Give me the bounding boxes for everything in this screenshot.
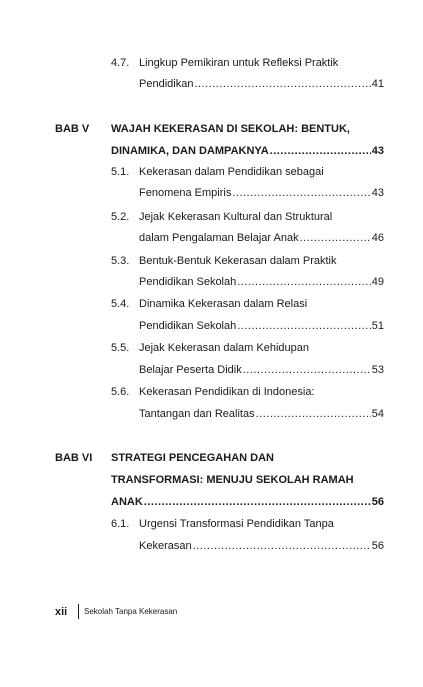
toc-entry-leader-row[interactable]: [139, 539, 384, 553]
toc-entry-leader-row[interactable]: [139, 186, 384, 200]
toc-page-number: 41: [371, 78, 384, 90]
dot-leader: [194, 77, 370, 91]
toc-entry-title-cont: dalam Pengalaman Belajar Anak: [139, 232, 299, 244]
toc-entry-title-cont: Pendidikan: [139, 78, 194, 90]
toc-page-number: 56: [371, 540, 384, 552]
toc-page-number: 53: [371, 364, 384, 376]
footer-book-title: Sekolah Tanpa Kekerasan: [84, 607, 178, 616]
dot-leader: [237, 319, 371, 333]
toc-entry-title: Kekerasan dalam Pendidikan sebagai: [139, 166, 324, 178]
chapter-label: BAB V: [55, 123, 90, 135]
toc-number: 5.5.: [111, 342, 130, 354]
toc-entry-leader-row[interactable]: [139, 231, 384, 245]
chapter-leader-row[interactable]: [111, 144, 384, 158]
toc-entry-title-cont: Pendidikan Sekolah: [139, 276, 237, 288]
toc-entry-title: Lingkup Pemikiran untuk Refleksi Praktik: [139, 57, 339, 69]
chapter-title: WAJAH KEKERASAN DI SEKOLAH: BENTUK,: [111, 123, 350, 135]
dot-leader: [243, 363, 371, 377]
toc-number: 5.1.: [111, 166, 130, 178]
dot-leader: [232, 186, 370, 200]
chapter-title: STRATEGI PENCEGAHAN DAN: [111, 452, 274, 464]
toc-entry-leader-row[interactable]: [139, 407, 384, 421]
toc-page-number: 54: [371, 408, 384, 420]
toc-entry-title: Jejak Kekerasan dalam Kehidupan: [139, 342, 310, 354]
chapter-page-number: 43: [371, 145, 384, 157]
dot-leader: [193, 539, 371, 553]
toc-page-number: 51: [371, 320, 384, 332]
toc-entry-leader-row[interactable]: [139, 319, 384, 333]
footer-divider: [78, 604, 79, 619]
toc-entry-leader-row[interactable]: [139, 77, 384, 91]
toc-entry-leader-row[interactable]: [139, 363, 384, 377]
dot-leader: [144, 495, 371, 509]
toc-entry-title-cont: Belajar Peserta Didik: [139, 364, 242, 376]
chapter-title-cont: ANAK: [111, 496, 143, 508]
chapter-leader-row[interactable]: [111, 495, 384, 509]
dot-leader: [256, 407, 371, 421]
toc-entry-title: Dinamika Kekerasan dalam Relasi: [139, 298, 308, 310]
chapter-page-number: 56: [371, 496, 384, 508]
chapter-title-cont: TRANSFORMASI: MENUJU SEKOLAH RAMAH: [111, 474, 354, 486]
toc-number: 5.3.: [111, 255, 130, 267]
toc-number: 5.4.: [111, 298, 130, 310]
toc-entry-title: Kekerasan Pendidikan di Indonesia:: [139, 386, 315, 398]
toc-number: 4.7.: [111, 57, 130, 69]
toc-number: 6.1.: [111, 518, 130, 530]
toc-entry-title-cont: Fenomena Empiris: [139, 187, 232, 199]
toc-entry-title-cont: Pendidikan Sekolah: [139, 320, 237, 332]
toc-page-number: 43: [371, 187, 384, 199]
toc-entry-title: Jejak Kekerasan Kultural dan Struktural: [139, 211, 333, 223]
toc-entry-title-cont: Tantangan dan Realitas: [139, 408, 255, 420]
dot-leader: [270, 144, 371, 158]
footer-page-number: xii: [55, 606, 68, 618]
toc-number: 5.2.: [111, 211, 130, 223]
toc-number: 5.6.: [111, 386, 130, 398]
toc-page-number: 49: [371, 276, 384, 288]
chapter-label: BAB VI: [55, 452, 93, 464]
toc-page-number: 46: [371, 232, 384, 244]
toc-entry-leader-row[interactable]: [139, 275, 384, 289]
dot-leader: [237, 275, 371, 289]
toc-entry-title: Bentuk-Bentuk Kekerasan dalam Praktik: [139, 255, 337, 267]
toc-entry-title: Urgensi Transformasi Pendidikan Tanpa: [139, 518, 334, 530]
toc-entry-title-cont: Kekerasan: [139, 540, 192, 552]
chapter-title-cont: DINAMIKA, DAN DAMPAKNYA: [111, 145, 269, 157]
dot-leader: [300, 231, 371, 245]
